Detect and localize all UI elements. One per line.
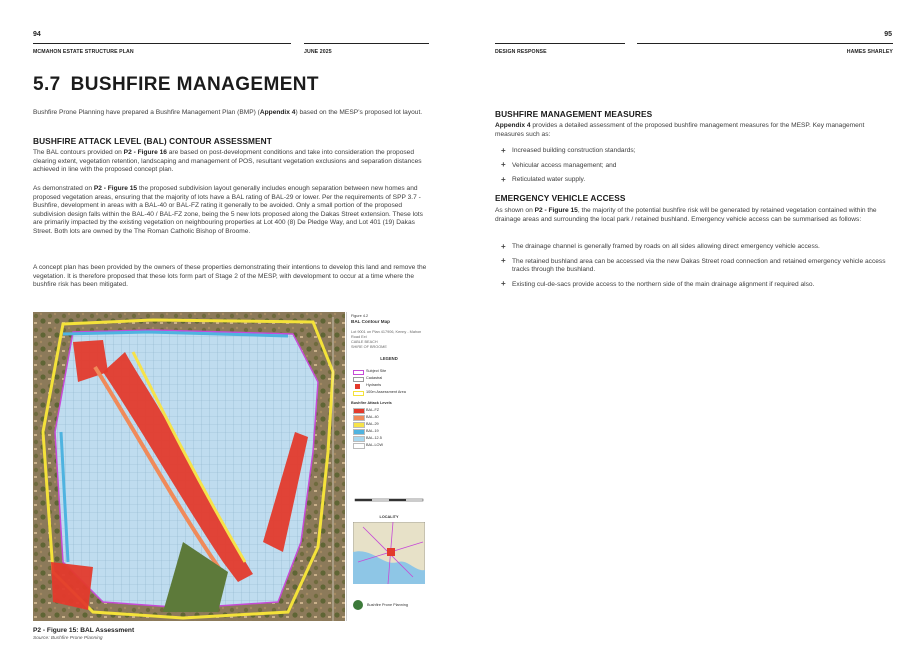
section-number: 5.7	[33, 74, 61, 95]
measures-intro: Appendix 4 provides a detailed assessment of the proposed bushfire management measures for the MESP. Key management measures such as:	[495, 122, 865, 138]
bal-heading: BUSHFIRE ATTACK LEVEL (BAL) CONTOUR ASSESSMENT	[33, 136, 272, 146]
bal-level-label: BAL-FZ	[366, 407, 380, 412]
legend-meta-2: Road Ext	[351, 335, 367, 339]
legend-item-subject-site: Subject Site	[366, 369, 387, 373]
list-item: + Vehicular access management; and	[495, 162, 889, 171]
header-date: JUNE 2025	[304, 43, 429, 59]
right-page	[462, 0, 924, 654]
bal-swatch	[353, 436, 365, 442]
bal-contour-map	[33, 312, 345, 621]
figure-caption: P2 - Figure 15: BAL Assessment	[33, 627, 135, 634]
eva-heading: EMERGENCY VEHICLE ACCESS	[495, 193, 626, 203]
list-item: + Existing cul-de-sacs provide access to the northern side of the main drainage alignment if required also.	[495, 281, 889, 290]
bushfire-planning-logo-icon	[353, 600, 363, 610]
bal-paragraph-1: The BAL contours provided on P2 - Figure 16 are based on post-development conditions and take into consideration the proposed clearing extent, vegetation retention, landscaping and management of POS, resultant vegetation exclusions and separation distances achieved in line with the proposed concept plan.	[33, 149, 422, 174]
bal-swatch	[353, 429, 365, 435]
assessment-area-swatch	[353, 391, 364, 396]
legend-item-cadastral: Cadastral	[366, 376, 383, 380]
legend-footer-note: Bushfire Prone Planning	[367, 603, 408, 607]
legend-meta-4: SHIRE OF BROOME	[351, 345, 387, 349]
bal-level-label: BAL-12.5	[366, 435, 382, 440]
cadastral-swatch	[353, 377, 364, 382]
bal-level-label: BAL-40	[366, 414, 379, 419]
legend-meta-1: Lot 9001 on Plan 417906, Kenny - Mahon	[351, 330, 422, 334]
list-item: + The drainage channel is generally framed by roads on all sides allowing direct emergency vehicle access.	[495, 243, 889, 252]
map-legend	[346, 312, 432, 621]
bal-level-label: BAL-29	[366, 421, 379, 426]
figure-16-ref: P2 - Figure 16	[123, 149, 167, 156]
aerial-map-image	[33, 312, 345, 621]
appendix-ref: Appendix 4	[259, 109, 296, 116]
figure-15-ref: P2 - Figure 15	[93, 185, 138, 192]
bal-swatch	[353, 408, 365, 414]
bal-figure	[33, 312, 431, 621]
header-company: HAMES SHARLEY	[637, 43, 893, 59]
appendix-4-ref: Appendix 4	[495, 122, 531, 129]
bal-swatch	[353, 415, 365, 421]
bal-level-label: BAL-LOW	[366, 442, 384, 447]
list-item: + The retained bushland area can be accessed via the new Dakas Street road connection and retained emergency vehicle access tracks through the bushland.	[495, 258, 889, 275]
page-number-right: 95	[884, 31, 892, 38]
legend-meta-3: CABLE BEACH	[351, 340, 378, 344]
eva-points-list	[495, 243, 889, 295]
page-number-left: 94	[33, 31, 41, 38]
measures-list	[495, 147, 889, 191]
header-title-right: DESIGN RESPONSE	[495, 43, 625, 59]
bal-paragraph-3: A concept plan has been provided by the owners of these properties demonstrating their intentions to develop this land and remove the vegetation. It is therefore proposed that these lots form part of Stage 2 of the MESP, with development to occur at a time where the bushfire risk has been mitigated.	[33, 264, 427, 289]
bal-levels-heading: Bushfire Attack Levels	[351, 401, 392, 405]
legend-heading: LEGEND	[380, 356, 398, 361]
figure-source: Source: Bushfire Prone Planning	[33, 636, 103, 641]
hydrant-icon	[355, 384, 360, 389]
section-title	[33, 74, 319, 96]
subject-site-swatch	[353, 370, 364, 375]
list-item: + Reticulated water supply.	[495, 176, 889, 185]
intro-paragraph: Bushfire Prone Planning have prepared a Bushfire Management Plan (BMP) (Appendix 4) based on the MESP’s proposed lot layout.	[33, 109, 423, 116]
scale-bar	[351, 492, 427, 512]
list-item: + Increased building construction standards;	[495, 147, 889, 156]
header-title-left: MCMAHON ESTATE STRUCTURE PLAN	[33, 43, 291, 59]
figure-15-ref-right: P2 - Figure 15	[534, 207, 578, 214]
locality-label: LOCALITY	[379, 515, 399, 519]
eva-intro: As shown on P2 - Figure 15, the majority of the potential bushfire risk will be generated by retained vegetation contained within the drainage areas and surrounding the local park / retained bushland. Emergency vehicle access can be summarised as follows:	[495, 207, 877, 223]
section-title-text: BUSHFIRE MANAGEMENT	[70, 74, 319, 95]
bal-swatch	[353, 443, 365, 449]
legend-item-assessment-area: 100m Assessment Area	[366, 390, 406, 394]
locality-map	[353, 522, 425, 584]
bal-swatch	[353, 422, 365, 428]
bal-paragraph-2: As demonstrated on P2 - Figure 15 the proposed subdivision layout generally includes enough separation between new homes and proposed vegetation areas, ensuring that the majority of lots have a BAL rating of BAL-29 or lower. Per the requirements of SPP 3.7 - Bushfire, development in areas with a BAL-40 or BAL-FZ rating it generally to be avoided. Only a small portion of the proposed subdivision design falls within the BAL-40 / BAL-FZ zone, being the 5 new lots proposed along the Dakas Street extension. These lots are primarily impacted by the existing vegetation on neighbouring properties at Lot 400 (8) De Pledge Way, and Lot 401 (19) Dakas Street. Both lots are owned by the The Roman Catholic Bishop of Broome.	[33, 185, 423, 235]
legend-map-title: BAL Contour Map	[351, 319, 390, 324]
bal-level-label: BAL-19	[366, 428, 379, 433]
legend-figure-number: Figure 4.2	[351, 314, 369, 318]
measures-heading: BUSHFIRE MANAGEMENT MEASURES	[495, 109, 653, 119]
legend-item-hydrants: Hydrants	[366, 383, 382, 387]
